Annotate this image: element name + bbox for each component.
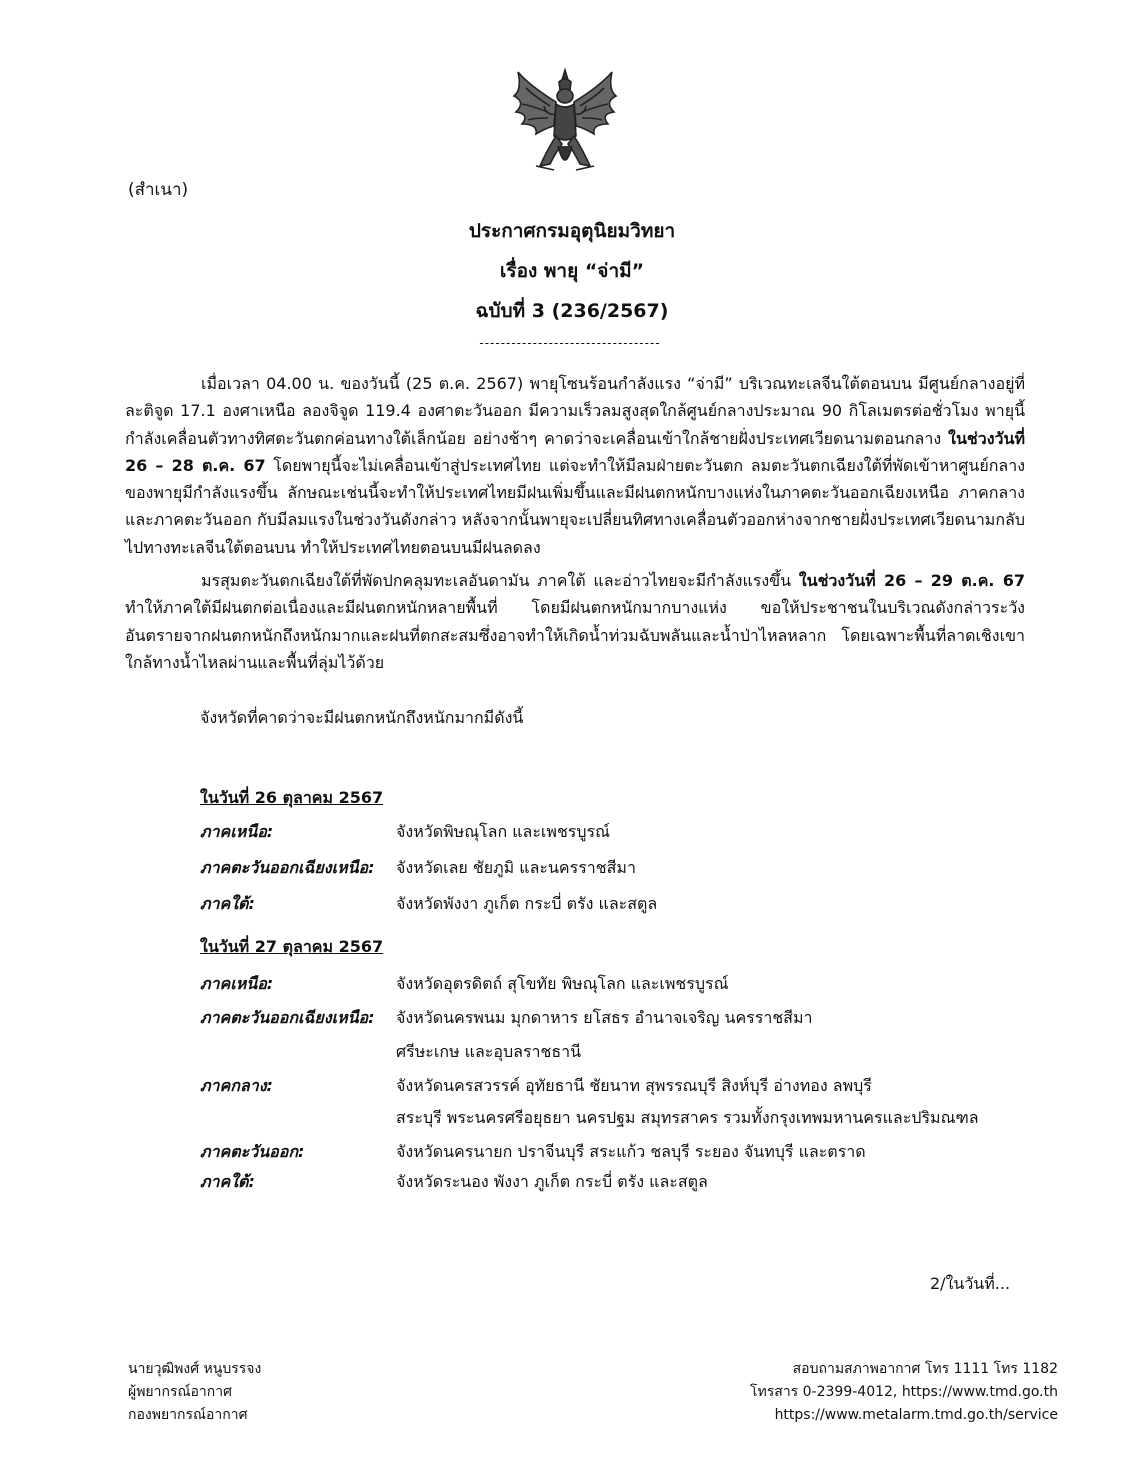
province-list: จังหวัดระนอง พังงา ภูเก็ต กระบี่ ตรัง และสตูล bbox=[396, 1172, 708, 1191]
province-list: จังหวัดพิษณุโลก และเพชรบูรณ์ bbox=[396, 822, 610, 841]
announcement-subject: เรื่อง พายุ “จ่ามี” bbox=[499, 260, 645, 282]
contact-service-url: https://www.metalarm.tmd.go.th/service bbox=[774, 1407, 1058, 1423]
copy-label: (สำเนา) bbox=[128, 180, 189, 200]
para1-text-a: เมื่อเวลา 04.00 น. ของวันนี้ (25 ต.ค. 2567) พายุโซนร้อนกำลังแรง “จ่ามี” บริเวณทะเลจีนใต้ตอนบน มีศูนย์กลางอยู่ที่ละติจูด 17.1 องศาเหนือ ลองจิจูด 119.4 องศาตะวันออก มีความเร็วลมสูงสุดใกล้ศูนย์กลางประมาณ 90 กิโลเมตรต่อชั่วโมง พายุนี้กำลังเคลื่อนตัวทางทิศตะวันตกค่อนทางใต้เล็กน้อย อย่างช้าๆ คาดว่าจะเคลื่อนเข้าใกล้ชายฝั่งประเทศเวียดนามตอนกลาง bbox=[125, 374, 1025, 448]
region-label: ภาคตะวันออกเฉียงเหนือ: bbox=[200, 858, 375, 877]
contact-fax-website: โทรสาร 0-2399-4012, https://www.tmd.go.th bbox=[750, 1384, 1058, 1400]
para1-date-range: ในช่วงวันที่ 26 – 28 ต.ค. 67 bbox=[125, 428, 1025, 475]
province-list: จังหวัดนครนายก ปราจีนบุรี สระแก้ว ชลบุรี ระยอง จันทบุรี และตราด bbox=[396, 1142, 866, 1161]
forecaster-division: กองพยากรณ์อากาศ bbox=[128, 1407, 248, 1423]
para1-text-b: โดยพายุนี้จะไม่เคลื่อนเข้าสู่ประเทศไทย แต่จะทำให้มีลมฝ่ายตะวันตก ลมตะวันตกเฉียงใต้ที่พัดเข้าหาศูนย์กลางของพายุมีกำลังแรงขึ้น ลักษณะเช่นนี้จะทำให้ประเทศไทยมีฝนเพิ่มขึ้นและมีฝนตกหนักบางแห่งในภาคตะวันออกเฉียงเหนือ ภาคกลาง และภาคตะวันออก กับมีลมแรงในช่วงวันดังกล่าว หลังจากนั้นพายุจะเปลี่ยนทิศทางเคลื่อนตัวออกห่างจากชายฝั่งประเทศเวียดนามกลับไปทางทะเลจีนใต้ตอนบน ทำให้ประเทศไทยตอนบนมีฝนลดลง bbox=[125, 455, 1025, 557]
title-divider: ---------------------------------- bbox=[479, 336, 661, 350]
province-list: จังหวัดนครสวรรค์ อุทัยธานี ชัยนาท สุพรรณบุรี สิงห์บุรี อ่างทอง ลพบุรี bbox=[396, 1076, 872, 1095]
region-label: ภาคกลาง: bbox=[200, 1076, 273, 1095]
contact-phone: สอบถามสภาพอากาศ โทร 1111 โทร 1182 bbox=[792, 1361, 1058, 1377]
forecaster-position: ผู้พยากรณ์อากาศ bbox=[128, 1384, 232, 1400]
province-list: จังหวัดพังงา ภูเก็ต กระบี่ ตรัง และสตูล bbox=[396, 894, 658, 913]
garuda-emblem bbox=[510, 66, 620, 178]
region-label: ภาคตะวันออก: bbox=[200, 1142, 305, 1161]
region-label: ภาคเหนือ: bbox=[200, 974, 274, 993]
para2-text-b: ทำให้ภาคใต้มีฝนตกต่อเนื่องและมีฝนตกหนักหลายพื้นที่ โดยมีฝนตกหนักมากบางแห่ง ขอให้ประชาชนในบริเวณดังกล่าวระวังอันตรายจากฝนตกหนักถึงหนักมากและฝนที่ตกสะสมซึ่งอาจทำให้เกิดน้ำท่วมฉับพลันและน้ำป่าไหลหลาก โดยเฉพาะพื้นที่ลาดเชิงเขาใกล้ทางน้ำไหลผ่านและพื้นที่ลุ่มไว้ด้วย bbox=[125, 598, 1025, 672]
province-list-continued: ศรีษะเกษ และอุบลราชธานี bbox=[396, 1042, 582, 1061]
forecaster-signature bbox=[128, 1358, 261, 1427]
region-label: ภาคเหนือ: bbox=[200, 822, 274, 841]
forecaster-name: นายวุฒิพงศ์ หนูบรรจง bbox=[128, 1361, 262, 1377]
contact-info bbox=[750, 1358, 1058, 1427]
para2-text-a: มรสุมตะวันตกเฉียงใต้ที่พัดปกคลุมทะเลอันดามัน ภาคใต้ และอ่าวไทยจะมีกำลังแรงขึ้น bbox=[201, 571, 799, 590]
region-label: ภาคใต้: bbox=[200, 894, 255, 913]
next-page-marker: 2/ในวันที่... bbox=[930, 1274, 1011, 1293]
paragraph-monsoon bbox=[125, 567, 1025, 676]
day-heading-27: ในวันที่ 27 ตุลาคม 2567 bbox=[200, 937, 384, 956]
announcement-number: ฉบับที่ 3 (236/2567) bbox=[475, 300, 669, 322]
region-label: ภาคใต้: bbox=[200, 1172, 255, 1191]
announcement-title: ประกาศกรมอุตุนิยมวิทยา bbox=[468, 220, 676, 242]
region-label: ภาคตะวันออกเฉียงเหนือ: bbox=[200, 1008, 375, 1027]
provinces-intro: จังหวัดที่คาดว่าจะมีฝนตกหนักถึงหนักมากมีดังนี้ bbox=[200, 708, 524, 727]
province-list-continued: สระบุรี พระนครศรีอยุธยา นครปฐม สมุทรสาคร รวมทั้งกรุงเทพมหานครและปริมณฑล bbox=[396, 1108, 979, 1127]
province-list: จังหวัดอุตรดิตถ์ สุโขทัย พิษณุโลก และเพชรบูรณ์ bbox=[396, 974, 729, 993]
province-list: จังหวัดนครพนม มุกดาหาร ยโสธร อำนาจเจริญ นครราชสีมา bbox=[396, 1008, 813, 1027]
province-list: จังหวัดเลย ชัยภูมิ และนครราชสีมา bbox=[396, 858, 636, 877]
day-heading-26: ในวันที่ 26 ตุลาคม 2567 bbox=[200, 788, 384, 807]
para2-date-range: ในช่วงวันที่ 26 – 29 ต.ค. 67 bbox=[798, 571, 1026, 590]
paragraph-storm-status bbox=[125, 370, 1025, 561]
